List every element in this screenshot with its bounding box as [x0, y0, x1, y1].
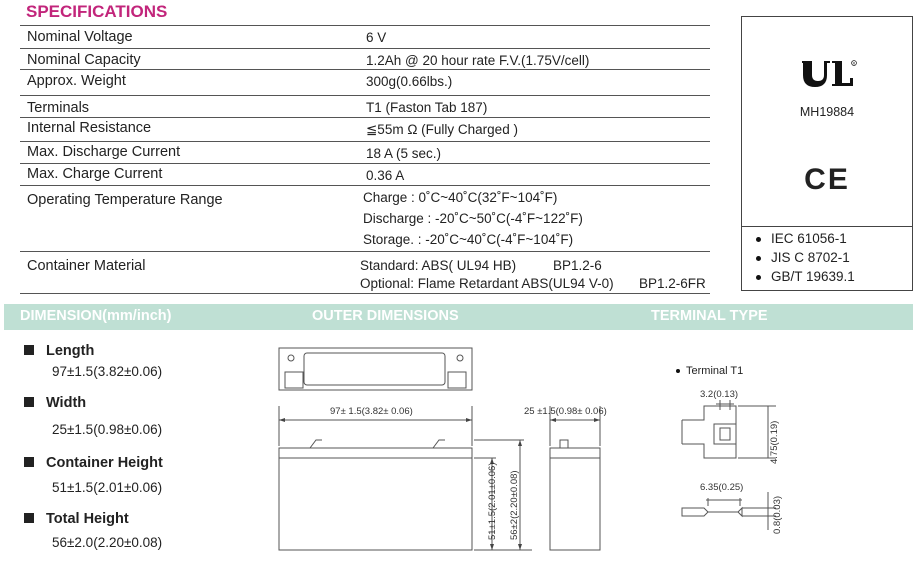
spec-label: Nominal Voltage — [27, 29, 133, 45]
spec-value: 6 V — [366, 30, 387, 45]
dimension-label-total-height: Total Height — [24, 511, 129, 527]
dimension-value-container-height: 51±1.5(2.01±0.06) — [52, 480, 163, 495]
terminal-type-header: TERMINAL TYPE — [651, 308, 768, 324]
terminal-title: Terminal T1 — [676, 365, 743, 377]
spec-label: Internal Resistance — [27, 120, 152, 136]
dimension-header: DIMENSION(mm/inch) — [20, 308, 172, 324]
spec-label: Terminals — [27, 100, 90, 116]
width-dimension-label: 25 ±1.5(0.98± 0.06) — [524, 406, 607, 417]
square-bullet-icon — [24, 345, 34, 355]
temp-storage: Storage. : -20˚C~40˚C(-4˚F~104˚F) — [363, 232, 574, 247]
dimension-header-band — [4, 304, 913, 330]
cert-divider — [742, 226, 912, 227]
spec-value: 300g(0.66lbs.) — [366, 74, 453, 89]
square-bullet-icon — [24, 457, 34, 467]
spec-row-operating-temperature — [20, 186, 710, 252]
spec-row-container-material — [20, 252, 710, 294]
spec-row-max-discharge — [20, 142, 710, 164]
material-optional: Optional: Flame Retardant ABS(UL94 V-0) — [360, 276, 614, 291]
spec-label: Max. Discharge Current — [27, 144, 181, 160]
dimension-label-container-height: Container Height — [24, 455, 163, 471]
spec-row-terminals — [20, 96, 710, 118]
bullet-icon — [756, 237, 761, 242]
terminal-length-label: 6.35(0.25) — [700, 482, 744, 493]
spec-row-nominal-voltage — [20, 26, 710, 49]
spec-title: SPECIFICATIONS — [26, 2, 168, 21]
spec-label: Nominal Capacity — [27, 52, 141, 68]
spec-row-internal-resistance — [20, 118, 710, 142]
material-standard-code: BP1.2-6 — [553, 258, 602, 273]
spec-row-weight — [20, 70, 710, 96]
ul-file-number: MH19884 — [799, 105, 855, 119]
spec-label: Max. Charge Current — [27, 166, 163, 182]
container-height-dimension-label: 51±1.5(2.01±0.06) — [487, 462, 498, 540]
spec-value: 18 A (5 sec.) — [366, 146, 442, 161]
spec-value: 1.2Ah @ 20 hour rate F.V.(1.75V/cell) — [366, 53, 590, 68]
bullet-icon — [756, 256, 761, 261]
spec-label: Operating Temperature Range — [27, 192, 223, 208]
spec-row-nominal-capacity — [20, 49, 710, 70]
dimension-value-total-height: 56±2.0(2.20±0.08) — [52, 535, 163, 550]
battery-front-view — [279, 448, 472, 550]
spec-row-max-charge — [20, 164, 710, 186]
dimension-value-length: 97±1.5(3.82±0.06) — [52, 364, 163, 379]
battery-top-view — [279, 348, 472, 390]
battery-side-view — [550, 448, 600, 550]
spec-value: ≦55m Ω (Fully Charged ) — [366, 122, 518, 137]
terminal-width-label: 3.2(0.13) — [700, 389, 739, 400]
standard-item: JIS C 8702-1 — [756, 250, 850, 265]
spec-label: Approx. Weight — [27, 73, 126, 89]
svg-text:R: R — [852, 61, 856, 66]
terminal-drawing — [676, 380, 796, 560]
bullet-icon — [756, 275, 761, 280]
square-bullet-icon — [24, 513, 34, 523]
spec-value: 0.36 A — [366, 168, 405, 183]
dimension-value-width: 25±1.5(0.98±0.06) — [52, 422, 163, 437]
ul-logo-icon — [800, 59, 858, 91]
square-bullet-icon — [24, 397, 34, 407]
terminal-height-label: 4.75(0.19) — [769, 420, 780, 464]
standard-item: IEC 61056-1 — [756, 231, 847, 246]
certification-box — [741, 16, 913, 291]
dimension-label-length: Length — [24, 343, 94, 359]
standard-item: GB/T 19639.1 — [756, 269, 855, 284]
ce-mark-icon: CE — [804, 163, 850, 196]
material-optional-code: BP1.2-6FR — [639, 276, 706, 291]
length-dimension-label: 97± 1.5(3.82± 0.06) — [330, 406, 413, 417]
spec-label: Container Material — [27, 258, 146, 274]
spec-value: T1 (Faston Tab 187) — [366, 100, 488, 115]
temp-discharge: Discharge : -20˚C~50˚C(-4˚F~122˚F) — [363, 211, 583, 226]
terminal-thickness-label: 0.8(0.03) — [772, 495, 783, 534]
material-standard: Standard: ABS( UL94 HB) — [360, 258, 517, 273]
total-height-dimension-label: 56±2(2.20±0.08) — [509, 470, 520, 540]
outer-dimensions-header: OUTER DIMENSIONS — [312, 308, 459, 324]
temp-charge: Charge : 0˚C~40˚C(32˚F~104˚F) — [363, 190, 558, 205]
outer-dimensions-drawing — [270, 340, 620, 568]
bullet-icon — [676, 369, 680, 373]
dimension-label-width: Width — [24, 395, 86, 411]
